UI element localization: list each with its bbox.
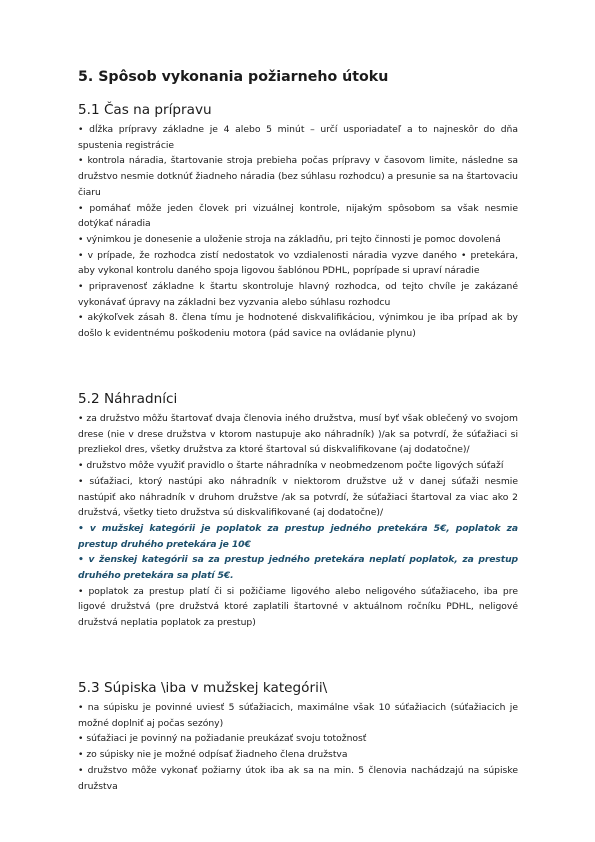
paragraph: • kontrola náradia, štartovanie stroja prebieha počas prípravy v časovom limite, následne sa družstvo nesmie dotknúť žiadneho náradia (bez súhlasu rozhodcu) a presunie sa na štartovaciu čiaru [78, 155, 518, 198]
section-heading: 5.3 Súpiska \iba v mužskej kategórii\ [78, 680, 328, 696]
section-supiska [78, 679, 518, 794]
paragraph: • družstvo môže využiť pravidlo o štarte náhradníka v neobmedzenom počte ligových súťaží [78, 460, 504, 472]
paragraph: • poplatok za prestup platí či si požičiame ligového alebo neligového súťažiaceho, iba pre ligové družstvá (pre družstvá ktoré zaplatili štartovné v aktuálnom ročníku PDHL, neligové družstvá neplatia poplatok za prestup) [78, 585, 518, 629]
paragraph: • družstvo môže vykonať požiarny útok iba ak sa na min. 5 členovia nachádzajú na súpiske družstva [78, 764, 518, 792]
paragraph: • výnimkou je donesenie a uloženie stroja na základňu, pri tejto činnosti je pomoc dovolená [78, 233, 501, 245]
highlighted-paragraph: • v ženskej kategórii sa za prestup jedného pretekára neplatí poplatok, za prestup druhého pretekára sa platí 5€. [78, 554, 518, 582]
paragraph: • pomáhať môže jeden človek pri vizuálnej kontrole, nijakým spôsobom sa však nesmie dotýkať náradia [78, 202, 518, 230]
page-title: 5. Spôsob vykonania požiarneho útoku [78, 69, 389, 85]
paragraph: • pripravenosť základne k štartu skontroluje hlavný rozhodca, od tejto chvíle je zakázané vykonávať úpravy na základni bez vyzvania alebo súhlasu rozhodcu [78, 281, 518, 308]
paragraph: • súťažiaci, ktorý nastúpi ako náhradník v niektorom družstve už v danej súťaži nesmie nastúpiť ako náhradník v druhom družstve /ak sa potvrdí, že súťažiaci štartoval za viac ako 2 družstvá, všetky tieto družstva sú diskvalifikované (aj dodatočne)/ [78, 475, 518, 519]
section-cas-na-pripravu [78, 101, 518, 342]
paragraph: • v prípade, že rozhodca zistí nedostatok vo vzdialenosti náradia vyzve daného • pretekára, aby vykonal kontrolu daného spoja ligovou šablónou PDHL, poprípade si upraví náradie [78, 249, 518, 277]
section-heading: 5.1 Čas na prípravu [78, 102, 212, 118]
paragraph: • za družstvo môžu štartovať dvaja členovia iného družstva, musí byť však oblečený vo svojom drese (nie v drese družstva v ktorom nastupuje ako náhradník) )/ak sa potvrdí, že súťažiaci si prezliekol dres, všetky družstva za ktoré štartoval sú diskvalifikovane (aj dodatočne)/ [78, 413, 518, 456]
paragraph: • dĺžka prípravy základne je 4 alebo 5 minút – určí usporiadateľ a to najneskôr do dňa spustenia registrácie [78, 124, 518, 151]
section-heading: 5.2 Náhradníci [78, 391, 178, 407]
section-nahradnici [78, 390, 518, 631]
paragraph: • na súpisku je povinné uviesť 5 súťažiacich, maximálne však 10 súťažiacich (súťažiacich je možné doplniť aj počas sezóny) [78, 702, 518, 729]
highlighted-paragraph: • v mužskej kategórii je poplatok za prestup jedného pretekára 5€, poplatok za prestup druhého pretekára je 10€ [78, 522, 518, 550]
paragraph: • zo súpisky nie je možné odpísať žiadneho člena družstva [78, 749, 348, 761]
paragraph: • akýkoľvek zásah 8. člena tímu je hodnotené diskvalifikáciou, výnimkou je iba prípad ak by došlo k evidentnému poškodeniu motora (pád savice na ovládanie plynu) [78, 312, 518, 340]
paragraph: • súťažiaci je povinný na požiadanie preukázať svoju totožnosť [78, 733, 367, 745]
